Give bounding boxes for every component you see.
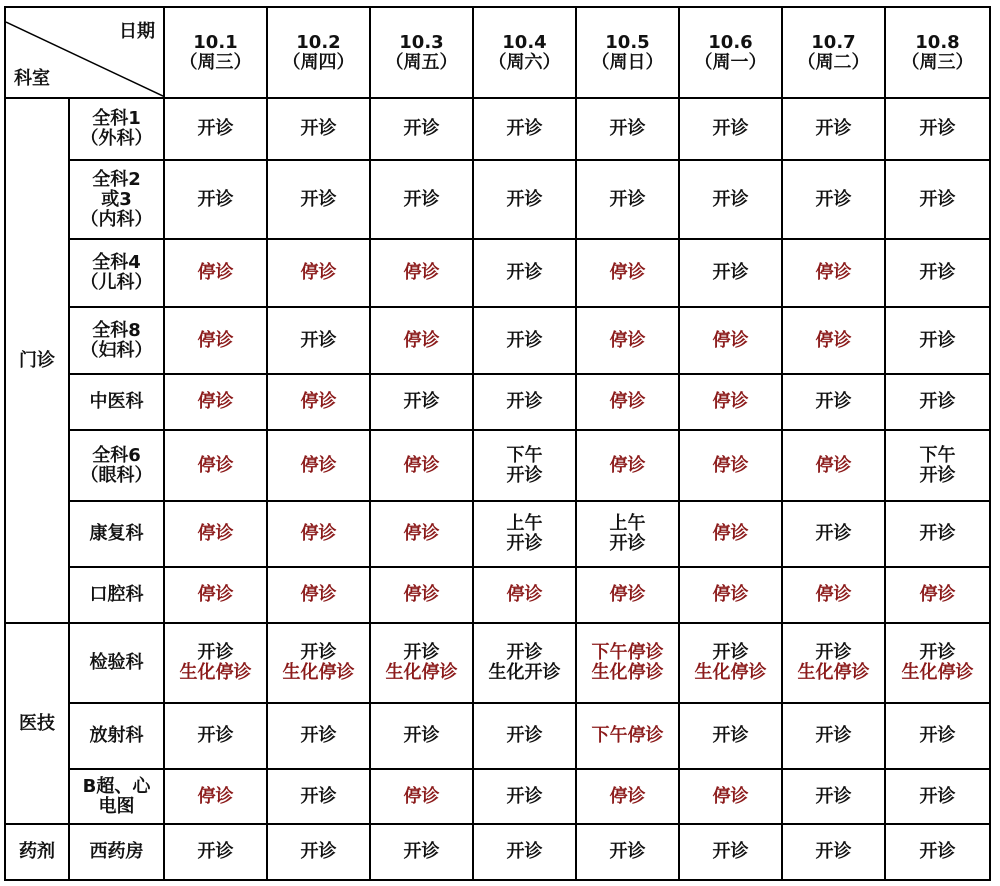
status-cell bbox=[679, 430, 782, 501]
status-text: 开诊 bbox=[815, 391, 852, 412]
status-text: 开诊 bbox=[815, 785, 852, 807]
table-row bbox=[5, 501, 990, 567]
table-row bbox=[5, 430, 990, 501]
status-cell bbox=[473, 98, 576, 160]
status-text: 停诊 bbox=[197, 523, 234, 544]
status-text: 开诊 bbox=[919, 523, 956, 544]
status-text: 开诊 bbox=[403, 841, 440, 862]
status-text: 开诊 bbox=[712, 118, 749, 139]
date-value: 10.8 bbox=[915, 31, 960, 53]
status-text: 开诊 bbox=[815, 725, 852, 746]
status-cell bbox=[370, 98, 473, 160]
date-value: 10.6 bbox=[708, 31, 753, 53]
status-text: 开诊 bbox=[712, 188, 749, 210]
department-cell bbox=[69, 769, 164, 824]
status-text: 停诊 bbox=[197, 584, 234, 605]
status-text: 上午 bbox=[609, 513, 646, 534]
status-cell bbox=[885, 98, 990, 160]
status-text: 开诊 bbox=[506, 785, 543, 807]
status-cell bbox=[267, 307, 370, 374]
status-text: 开诊 bbox=[506, 262, 543, 283]
department-name-line: 放射科 bbox=[89, 725, 144, 746]
department-name-line: （妇科） bbox=[80, 339, 153, 361]
department-name-line: 检验科 bbox=[89, 652, 144, 673]
status-cell bbox=[576, 567, 679, 623]
status-cell bbox=[679, 239, 782, 307]
status-text: 开诊 bbox=[919, 329, 956, 351]
department-name-line: 西药房 bbox=[89, 841, 144, 862]
status-text: 停诊 bbox=[300, 262, 337, 283]
status-cell bbox=[679, 567, 782, 623]
status-cell bbox=[885, 239, 990, 307]
status-text: 开诊 bbox=[300, 642, 337, 663]
date-header-5 bbox=[576, 7, 679, 98]
status-text: 开诊 bbox=[712, 642, 749, 663]
status-cell bbox=[473, 769, 576, 824]
status-cell bbox=[885, 567, 990, 623]
status-cell bbox=[370, 160, 473, 239]
status-cell bbox=[267, 703, 370, 769]
status-cell bbox=[164, 501, 267, 567]
status-cell bbox=[885, 769, 990, 824]
date-value: 10.7 bbox=[811, 31, 856, 53]
status-text: 停诊 bbox=[609, 584, 646, 605]
department-cell bbox=[69, 307, 164, 374]
status-text: 停诊 bbox=[815, 584, 852, 605]
status-cell bbox=[473, 824, 576, 880]
status-text: 停诊 bbox=[712, 329, 749, 351]
status-cell bbox=[576, 703, 679, 769]
status-text: 开诊 bbox=[506, 188, 543, 210]
status-cell bbox=[267, 824, 370, 880]
status-text: 开诊 bbox=[609, 841, 646, 862]
status-text: 开诊 bbox=[712, 262, 749, 283]
department-name-line: 全科1 bbox=[92, 108, 141, 129]
status-text: 开诊 bbox=[919, 118, 956, 139]
status-text: 开诊 bbox=[919, 391, 956, 412]
status-cell bbox=[782, 430, 885, 501]
status-cell bbox=[576, 623, 679, 703]
schedule-table bbox=[4, 6, 991, 881]
department-name-line: 全科6 bbox=[92, 444, 141, 466]
status-text: 生化停诊 bbox=[901, 662, 974, 683]
status-cell bbox=[267, 374, 370, 430]
date-value: 10.1 bbox=[193, 31, 238, 53]
department-name-line: 中医科 bbox=[89, 391, 144, 412]
dept-header-label: 科室 bbox=[14, 68, 50, 89]
status-text: 开诊 bbox=[197, 188, 234, 210]
status-text: 生化开诊 bbox=[488, 662, 561, 683]
status-cell bbox=[164, 374, 267, 430]
status-text: 停诊 bbox=[403, 329, 440, 351]
department-cell bbox=[69, 623, 164, 703]
status-text: 生化停诊 bbox=[179, 662, 252, 683]
status-text: 开诊 bbox=[919, 642, 956, 663]
status-text: 开诊 bbox=[300, 188, 337, 210]
status-text: 停诊 bbox=[712, 454, 749, 476]
status-cell bbox=[885, 430, 990, 501]
status-cell bbox=[679, 307, 782, 374]
status-cell bbox=[164, 430, 267, 501]
weekday-value: （周一） bbox=[694, 51, 767, 73]
status-text: 停诊 bbox=[197, 329, 234, 351]
status-text: 下午 bbox=[506, 444, 543, 466]
status-text: 开诊 bbox=[403, 642, 440, 663]
weekday-value: （周三） bbox=[179, 51, 252, 73]
status-text: 停诊 bbox=[815, 454, 852, 476]
status-text: 生化停诊 bbox=[591, 662, 664, 683]
status-cell bbox=[885, 824, 990, 880]
status-cell bbox=[576, 239, 679, 307]
table-row bbox=[5, 239, 990, 307]
status-text: 开诊 bbox=[919, 464, 956, 486]
status-cell bbox=[267, 98, 370, 160]
status-cell bbox=[370, 567, 473, 623]
status-text: 开诊 bbox=[609, 118, 646, 139]
status-cell bbox=[885, 374, 990, 430]
table-row bbox=[5, 567, 990, 623]
status-text: 开诊 bbox=[300, 785, 337, 807]
status-cell bbox=[782, 160, 885, 239]
weekday-value: （周三） bbox=[901, 51, 974, 73]
department-cell bbox=[69, 160, 164, 239]
table-row bbox=[5, 623, 990, 703]
status-cell bbox=[164, 160, 267, 239]
status-text: 生化停诊 bbox=[797, 662, 870, 683]
status-text: 开诊 bbox=[506, 533, 543, 554]
status-text: 开诊 bbox=[197, 725, 234, 746]
status-text: 停诊 bbox=[197, 785, 234, 807]
status-text: 开诊 bbox=[403, 118, 440, 139]
status-cell bbox=[885, 623, 990, 703]
department-cell bbox=[69, 374, 164, 430]
table-row bbox=[5, 307, 990, 374]
status-cell bbox=[370, 703, 473, 769]
status-text: 开诊 bbox=[815, 841, 852, 862]
status-cell bbox=[164, 824, 267, 880]
category-cell: 药剂 bbox=[5, 824, 69, 880]
status-text: 停诊 bbox=[300, 584, 337, 605]
date-header-4 bbox=[473, 7, 576, 98]
department-cell bbox=[69, 239, 164, 307]
table-row bbox=[5, 160, 990, 239]
status-cell bbox=[679, 769, 782, 824]
status-cell bbox=[782, 501, 885, 567]
department-cell bbox=[69, 501, 164, 567]
status-text: 停诊 bbox=[403, 584, 440, 605]
status-cell bbox=[473, 623, 576, 703]
status-text: 停诊 bbox=[403, 523, 440, 544]
status-cell bbox=[885, 703, 990, 769]
status-text: 停诊 bbox=[609, 785, 646, 807]
department-name-line: 全科2 bbox=[92, 168, 141, 190]
status-text: 开诊 bbox=[815, 523, 852, 544]
status-cell bbox=[473, 430, 576, 501]
status-text: 开诊 bbox=[609, 533, 646, 554]
status-cell bbox=[473, 501, 576, 567]
status-text: 停诊 bbox=[197, 454, 234, 476]
status-text: 开诊 bbox=[919, 725, 956, 746]
status-cell bbox=[473, 567, 576, 623]
department-cell bbox=[69, 824, 164, 880]
date-value: 10.2 bbox=[296, 31, 341, 53]
department-name-line: 全科8 bbox=[92, 319, 141, 341]
status-cell bbox=[164, 307, 267, 374]
date-header-label: 日期 bbox=[119, 21, 155, 42]
status-cell bbox=[370, 307, 473, 374]
status-cell bbox=[267, 160, 370, 239]
status-text: 开诊 bbox=[300, 118, 337, 139]
department-name-line: 口腔科 bbox=[89, 584, 144, 605]
status-text: 开诊 bbox=[506, 118, 543, 139]
status-cell bbox=[370, 430, 473, 501]
date-value: 10.4 bbox=[502, 31, 547, 53]
status-text: 开诊 bbox=[197, 642, 234, 663]
status-text: 停诊 bbox=[815, 262, 852, 283]
date-header-8 bbox=[885, 7, 990, 98]
date-header-3 bbox=[370, 7, 473, 98]
date-value: 10.5 bbox=[605, 31, 650, 53]
date-header-6 bbox=[679, 7, 782, 98]
status-cell bbox=[782, 567, 885, 623]
status-text: 停诊 bbox=[300, 523, 337, 544]
table-row bbox=[5, 769, 990, 824]
status-text: 开诊 bbox=[919, 188, 956, 210]
status-text: 上午 bbox=[506, 513, 543, 534]
status-cell bbox=[782, 374, 885, 430]
department-name-line: B超、心 bbox=[82, 775, 151, 797]
status-cell bbox=[370, 623, 473, 703]
date-header-1 bbox=[164, 7, 267, 98]
department-name-line: （外科） bbox=[80, 128, 153, 149]
weekday-value: （周四） bbox=[282, 51, 355, 73]
status-cell bbox=[782, 769, 885, 824]
status-cell bbox=[782, 703, 885, 769]
status-cell bbox=[370, 239, 473, 307]
status-cell bbox=[267, 501, 370, 567]
status-text: 开诊 bbox=[609, 188, 646, 210]
weekday-value: （周五） bbox=[385, 51, 458, 73]
status-text: 开诊 bbox=[919, 841, 956, 862]
status-text: 停诊 bbox=[609, 262, 646, 283]
status-text: 开诊 bbox=[300, 841, 337, 862]
status-text: 生化停诊 bbox=[694, 662, 767, 683]
status-cell bbox=[370, 824, 473, 880]
status-cell bbox=[885, 307, 990, 374]
status-text: 开诊 bbox=[197, 841, 234, 862]
status-text: 开诊 bbox=[300, 725, 337, 746]
status-cell bbox=[473, 307, 576, 374]
status-text: 生化停诊 bbox=[282, 662, 355, 683]
status-text: 开诊 bbox=[403, 188, 440, 210]
department-name-line: 或3 bbox=[101, 188, 132, 210]
date-value: 10.3 bbox=[399, 31, 444, 53]
status-text: 停诊 bbox=[609, 329, 646, 351]
table-row bbox=[5, 374, 990, 430]
status-cell bbox=[679, 160, 782, 239]
status-cell bbox=[164, 239, 267, 307]
status-text: 开诊 bbox=[506, 725, 543, 746]
status-text: 停诊 bbox=[609, 391, 646, 412]
table-row bbox=[5, 824, 990, 880]
status-cell bbox=[782, 307, 885, 374]
status-cell bbox=[164, 567, 267, 623]
status-text: 开诊 bbox=[712, 725, 749, 746]
status-text: 停诊 bbox=[712, 785, 749, 807]
status-text: 停诊 bbox=[403, 785, 440, 807]
weekday-value: （周日） bbox=[591, 51, 664, 73]
status-text: 停诊 bbox=[609, 454, 646, 476]
status-cell bbox=[267, 769, 370, 824]
status-text: 开诊 bbox=[506, 391, 543, 412]
status-cell bbox=[782, 98, 885, 160]
status-text: 停诊 bbox=[712, 391, 749, 412]
status-cell bbox=[473, 239, 576, 307]
status-text: 开诊 bbox=[300, 329, 337, 351]
department-name-line: 电图 bbox=[98, 795, 135, 817]
status-text: 开诊 bbox=[712, 841, 749, 862]
department-cell bbox=[69, 567, 164, 623]
status-text: 开诊 bbox=[919, 262, 956, 283]
status-cell bbox=[885, 501, 990, 567]
status-cell bbox=[576, 824, 679, 880]
status-text: 开诊 bbox=[506, 841, 543, 862]
status-text: 开诊 bbox=[815, 118, 852, 139]
status-cell bbox=[267, 239, 370, 307]
status-text: 停诊 bbox=[712, 523, 749, 544]
status-cell bbox=[576, 430, 679, 501]
status-text: 开诊 bbox=[506, 329, 543, 351]
weekday-value: （周六） bbox=[488, 51, 561, 73]
category-cell: 门诊 bbox=[5, 98, 69, 623]
status-cell bbox=[576, 98, 679, 160]
status-text: 停诊 bbox=[403, 454, 440, 476]
status-text: 停诊 bbox=[300, 454, 337, 476]
status-cell bbox=[679, 623, 782, 703]
status-text: 停诊 bbox=[300, 391, 337, 412]
status-cell bbox=[576, 307, 679, 374]
status-cell bbox=[267, 567, 370, 623]
status-cell bbox=[370, 501, 473, 567]
status-cell bbox=[782, 239, 885, 307]
status-cell bbox=[370, 769, 473, 824]
status-cell bbox=[473, 374, 576, 430]
status-cell bbox=[576, 160, 679, 239]
status-text: 开诊 bbox=[815, 188, 852, 210]
department-name-line: （眼科） bbox=[80, 464, 153, 486]
header-corner bbox=[5, 7, 164, 98]
status-cell bbox=[679, 501, 782, 567]
status-text: 停诊 bbox=[403, 262, 440, 283]
department-name-line: （内科） bbox=[80, 208, 153, 230]
status-text: 下午停诊 bbox=[591, 642, 664, 663]
status-text: 下午 bbox=[919, 444, 956, 466]
department-cell bbox=[69, 98, 164, 160]
status-cell bbox=[267, 430, 370, 501]
department-name-line: （儿科） bbox=[80, 272, 153, 293]
schedule-body bbox=[5, 7, 990, 880]
department-name-line: 康复科 bbox=[89, 523, 144, 544]
header-row bbox=[5, 7, 990, 98]
status-text: 停诊 bbox=[197, 262, 234, 283]
category-cell: 医技 bbox=[5, 623, 69, 824]
status-cell bbox=[473, 703, 576, 769]
status-cell bbox=[782, 824, 885, 880]
status-text: 停诊 bbox=[815, 329, 852, 351]
status-cell bbox=[164, 623, 267, 703]
status-cell bbox=[885, 160, 990, 239]
status-cell bbox=[782, 623, 885, 703]
table-row bbox=[5, 703, 990, 769]
status-cell bbox=[473, 160, 576, 239]
status-cell bbox=[370, 374, 473, 430]
status-text: 开诊 bbox=[919, 785, 956, 807]
table-row bbox=[5, 98, 990, 160]
status-cell bbox=[576, 501, 679, 567]
status-cell bbox=[164, 98, 267, 160]
status-cell bbox=[679, 703, 782, 769]
status-text: 开诊 bbox=[506, 464, 543, 486]
status-text: 开诊 bbox=[197, 118, 234, 139]
status-text: 停诊 bbox=[506, 584, 543, 605]
status-cell bbox=[164, 769, 267, 824]
status-text: 停诊 bbox=[919, 584, 956, 605]
department-cell bbox=[69, 703, 164, 769]
status-cell bbox=[679, 374, 782, 430]
status-text: 开诊 bbox=[815, 642, 852, 663]
status-cell bbox=[679, 98, 782, 160]
weekday-value: （周二） bbox=[797, 51, 870, 73]
status-text: 开诊 bbox=[403, 391, 440, 412]
date-header-2 bbox=[267, 7, 370, 98]
status-text: 生化停诊 bbox=[385, 662, 458, 683]
status-cell bbox=[679, 824, 782, 880]
status-text: 停诊 bbox=[197, 391, 234, 412]
status-text: 开诊 bbox=[403, 725, 440, 746]
status-text: 停诊 bbox=[712, 584, 749, 605]
status-cell bbox=[576, 374, 679, 430]
status-text: 下午停诊 bbox=[591, 725, 664, 746]
status-cell bbox=[164, 703, 267, 769]
status-cell bbox=[267, 623, 370, 703]
department-cell bbox=[69, 430, 164, 501]
status-cell bbox=[576, 769, 679, 824]
department-name-line: 全科4 bbox=[92, 252, 141, 273]
date-header-7 bbox=[782, 7, 885, 98]
status-text: 开诊 bbox=[506, 642, 543, 663]
